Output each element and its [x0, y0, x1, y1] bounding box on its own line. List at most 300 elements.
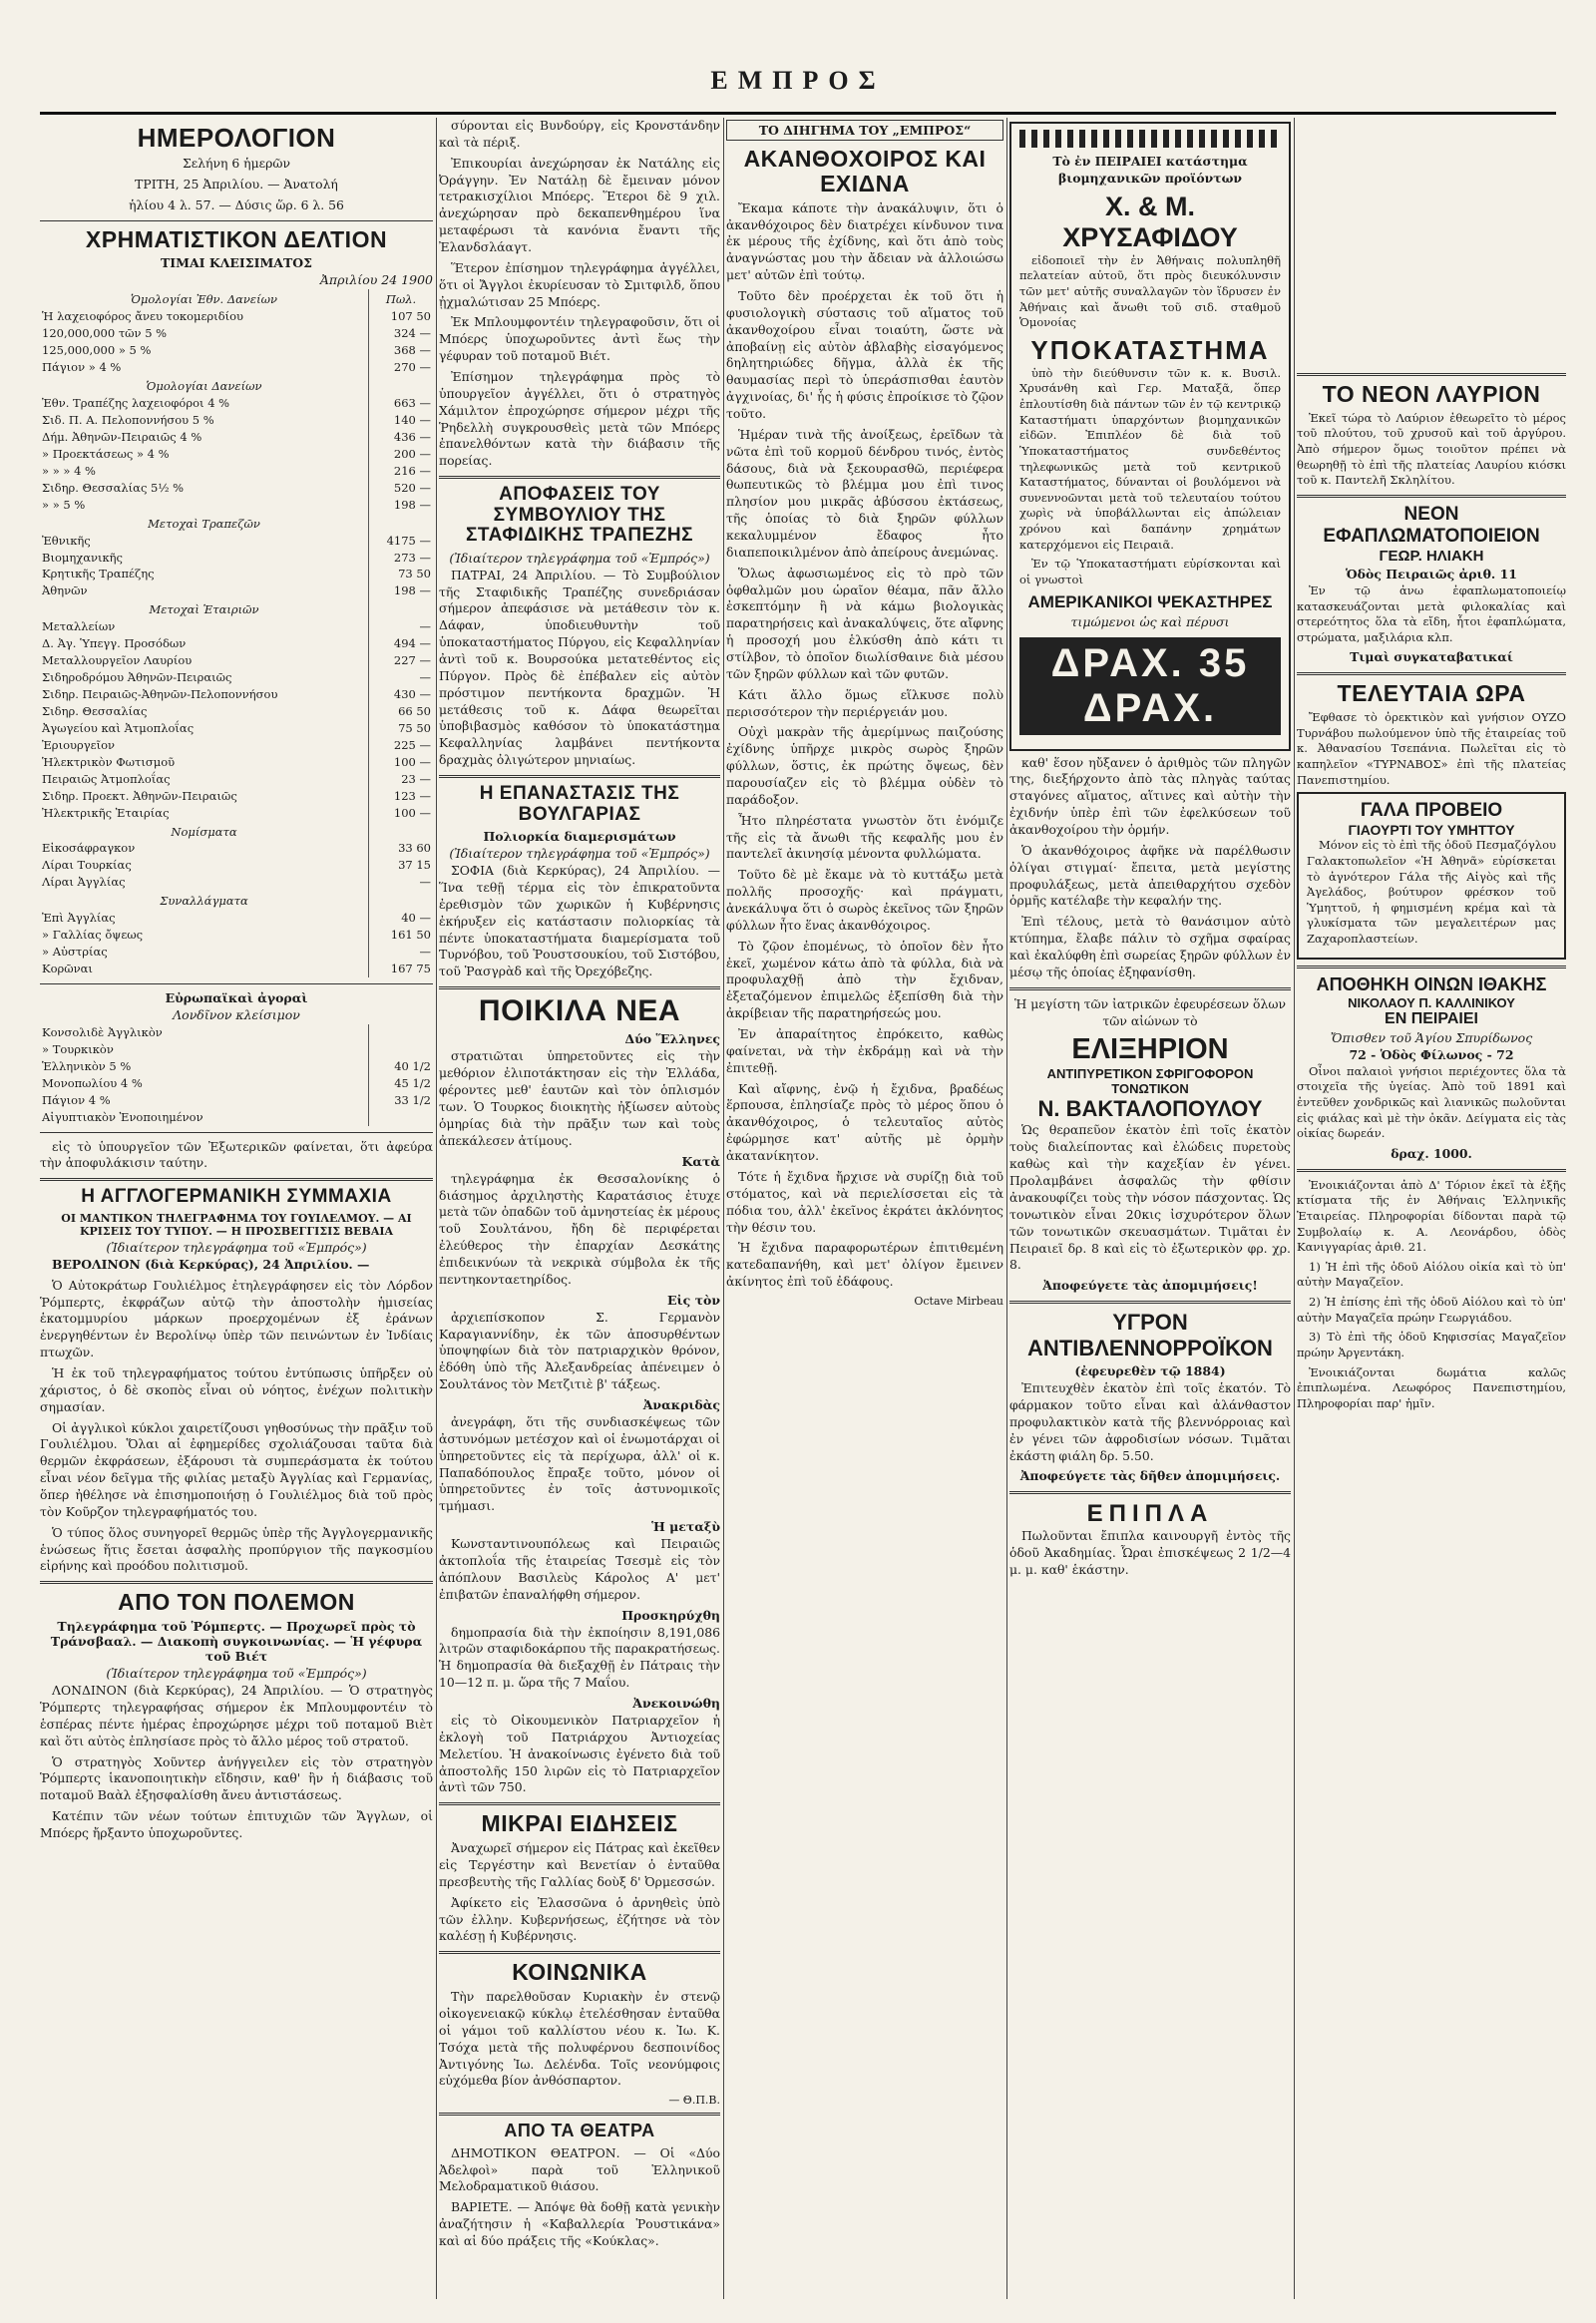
divider: [439, 2113, 720, 2116]
ad-continuation-space: [1297, 118, 1566, 367]
misc-item-text: ἀνεγράφη, ὅτι τῆς συνδιασκέψεως τῶν ἀστυνόμων μετέσχον καὶ οἱ ἐνωμοτάρχαι οἱ ὑπηρετοῦντες εἰς τὰ περίχωρα, ἀλλ' οἱ κ. Παπαδόπουλος ἔπραξε τοῦτο, μόνον οἱ ὑπηρετοῦντες ἐν τοῖς ἀστυνομικοῖς τμήμασι.: [439, 1413, 720, 1514]
misc-item-lead: Ἀνακριδὰς: [642, 1396, 720, 1412]
war-paragraph: ΛΟΝΔΙΝΟΝ (διὰ Κερκύρας), 24 Ἀπριλίου. — Ὁ στρατηγὸς Ῥόμπερτς τηλεγραφήσας σήμερον ἐκ Μπλουμφοντέιν τὸ ἑσπέρας πέντε ἡμέρας ἐπροχώρησε μέχρι τοῦ ποταμοῦ Βιὲτ καὶ ὅτι αὐτὸς ἐπλησίασε πρὸς τὸ ἄλλο μέρος τοῦ στρατοῦ.: [40, 1683, 433, 1748]
wine-location: Ὄπισθεν τοῦ Ἁγίου Σπυρίδωνος: [1330, 1029, 1533, 1045]
rent-paragraph: Ἐνοικιάζονται ἀπὸ Δ' Τόριον ἐκεῖ τὰ ἐξῆς κτίσματα τῆς ἐν Ἀθήναις Ἑλληνικῆς Ἑταιρείας. Πληροφορίαι δίδονται παρὰ τῷ Συμβολαίῳ κ. Α. Λεονάρδου, ὁδὸς Κανιγγαρίας ἀριθ. 21.: [1297, 1177, 1566, 1255]
revolution-body: ΣΟΦΙΑ (διὰ Κερκύρας), 24 Ἀπριλίου. — Ἵνα τεθῇ τέρμα εἰς τὸν ἐπικρατοῦντα ἐρεθισμὸν τῶν χωρικῶν ἡ Κυβέρνησις ἐκήρυξεν εἰς κατάστασιν πολιορκίας τὰ πέντε ὑποκαταστήματα διαμερίσματα τοῦ Τυρνόβου, τοῦ Ῥουστσουκίου, τοῦ Σιστόβου, τοῦ Ῥασγρὰδ καὶ τῆς Ὀρεχόβεζης.: [439, 863, 720, 979]
table-section-header: [40, 514, 433, 533]
ad-sprayers-sub: τιμώμενοι ὡς καὶ πέρυσι: [1070, 613, 1230, 629]
security-name: Μεταλλουργεῖον Λαυρίου: [42, 653, 193, 668]
finance-title: ΧΡΗΜΑΤΙΣΤΙΚΟΝ ΔΕΛΤΙΟΝ: [85, 225, 388, 252]
alliance-subhead: ΟΙ ΜΑΝΤΙΚΟΝ ΤΗΛΕΓΡΑΦΗΜΑ ΤΟΥ ΓΟΥΙΛΕΛΜΟΥ. — ΑΙ ΚΡΙΣΕΙΣ ΤΟΥ ΤΥΠΟΥ. — Η ΠΡΟΣΒΕΓΓΙΣΙΣ ΒΕΒΑΙΑ: [61, 1211, 412, 1238]
story-paragraph: Ὅλως ἀφωσιωμένος εἰς τὸ πρὸ τῶν ὀφθαλμῶν μου ὡραῖον θέαμα, πᾶν ἄλλο ἐσκεπτόμην ἢ νὰ κάμω βιολογικὰς παρατηρήσεις καὶ ἀνακαλύψεις, ὅτε αἴφνης ἡ προσοχή μου ἑλκύσθη ἀπὸ κάτι τι στίλβον, τὸ ὁποῖον διωλίσθαινε διὰ μέσου τῶν ξηρῶν φύλλων καὶ τῶν φυτῶν.: [726, 565, 1003, 681]
misc-item-lead: Προσκηρύχθη: [621, 1607, 720, 1623]
table-row: [40, 840, 433, 857]
wine-address: 72 - Ὁδὸς Φίλωνος - 72: [1349, 1046, 1514, 1062]
security-price: 225 —: [369, 737, 434, 754]
divider: [439, 1951, 720, 1954]
table-row: [40, 1024, 433, 1041]
table-row: [40, 686, 433, 703]
wine-text: Οἶνοι παλαιοὶ γνήσιοι περιέχοντες ὅλα τὰ στοιχεῖα τῆς ὑγείας. Ἀπὸ τοῦ 1891 καὶ ἐντεῦθεν χονδρικῶς καὶ λιανικῶς πωλοῦνται εἰς φιάλας καὶ μὲ τὴν ὀκᾶν. Δείγματα εἰς τὰς οἰκίας δωρεάν.: [1297, 1063, 1566, 1141]
misc-item-text: εἰς τὸ Οἰκουμενικὸν Πατριαρχεῖον ἡ ἐκλογὴ τοῦ Πατριάρχου Ἀντιοχείας Μελετίου. Ἡ ἀνακοίνωσις ἐγένετο διὰ τοῦ ἀποστολῆς 150 λιρῶν εἰς τὸ Πατριαρχεῖον ἀντὶ τῶν 750.: [439, 1712, 720, 1795]
story-paragraph: Τότε ἡ ἔχιδνα ἤρχισε νὰ συρίζῃ διὰ τοῦ στόματος, καὶ νὰ περιελίσσεται εἰς τὰ πόδια του, ἀλλ' ἐκεῖνος ἐκράτει ἀκλόνητος τὴν θέσιν του.: [726, 1168, 1003, 1235]
elixir-subtitle: ΑΝΤΙΠΥΡΕΤΙΚΟΝ ΣΦΡΙΓΟΦΟΡΟΝ ΤΟΝΩΤΙΚΟΝ: [1046, 1066, 1254, 1097]
column-2: [439, 118, 720, 2299]
liquid-year: (ἐφευρεθὲν τῷ 1884): [1074, 1363, 1226, 1379]
security-price: 123 —: [369, 788, 434, 805]
story-paragraph: Οὐχὶ μακρὰν τῆς ἀμερίμνως παιζούσης ἐχίδνης ὑπῆρχε μικρὸς σωρὸς ξηρῶν φύλλων, ὅστις, ἐκ πρώτης ὄψεως, δὲν παρουσίαζεν εἰς τὸ βλέμμα οὐδὲν τὸ παράδοξον.: [726, 724, 1003, 807]
section-value-label: Πωλ.: [369, 289, 434, 308]
security-name: Σιδηρ. Θεσσαλίας: [42, 703, 148, 718]
column-divider: [723, 118, 724, 2299]
table-row: [40, 737, 433, 754]
rent-paragraph: Ἐνοικιάζονται δωμάτια καλῶς ἐπιπλωμένα. Λεωφόρος Πανεπιστημίου, Πληροφορίαι παρ' ἡμῖν.: [1297, 1364, 1566, 1410]
rent-paragraph: 3) Τὸ ἐπὶ τῆς ὁδοῦ Κηφισσίας Μαγαζεῖον πρώην Ἀργεντάκη.: [1297, 1330, 1566, 1359]
misc-item-text: δημοπρασία διὰ τὴν ἐκποίησιν 8,191,086 λιτρῶν σταφιδοκάρπου τῆς παρακρατήσεως. Ἡ δημοπρασία θὰ διεξαχθῇ ἐν Πάτραις τὴν 10—12 π. μ. ὥρα τῆς 7 Μαΐου.: [439, 1624, 720, 1691]
elixir-intro: Ἡ μεγίστη τῶν ἰατρικῶν ἐφευρέσεων ὅλων τῶν αἰώνων τὸ: [1014, 995, 1286, 1028]
social-signature: — Θ.Π.Β.: [668, 2094, 720, 2108]
story-paragraph: Καὶ αἴφνης, ἐνῷ ἡ ἔχιδνα, βραδέως ἕρπουσα, ἐπλησίαζε πρὸς τὸ μέρος ὅπου ὁ ἀκανθόχοιρος, ὁ τελευταῖος αὐτὸς ἐφώρμησε κατ' αὐτῆς μὲ ὀρμὴν ἀκατανίκητον.: [726, 1080, 1003, 1164]
table-row: [40, 857, 433, 874]
security-price: 198 —: [369, 497, 434, 514]
security-name: Σιδηρ. Θεσσαλίας 5½ %: [42, 480, 185, 495]
table-row: [40, 669, 433, 686]
security-name: Σιδηροδρόμου Ἀθηνῶν-Πειραιῶς: [42, 670, 232, 685]
security-price: 33 1/2: [369, 1092, 434, 1109]
security-name: Κρητικῆς Τραπέζης: [42, 567, 155, 581]
misc-item-lead: Εἰς τὸν: [667, 1292, 720, 1308]
security-name: Ἐθν. Τραπέζης λαχειοφόροι 4 %: [42, 396, 230, 411]
war-headline: ΑΠΟ ΤΟΝ ΠΟΛΕΜΟΝ: [118, 1589, 355, 1616]
furniture-text: Πωλοῦνται ἔπιπλα καινουργῆ ἐντὸς τῆς ὁδοῦ Ἀκαδημίας. Ὧραι ἐπισκέψεως 2 1/2—4 μ. μ. καθ' ἑκάστην.: [1009, 1528, 1291, 1577]
divider: [1009, 1301, 1291, 1304]
misc-item-text: ἀρχιεπίσκοπον Σ. Γερμανὸν Καραγιαννίδην, ἐκ τῶν ἀποσυρθέντων ὑποψηφίων διὰ τὸν πατριαρχικὸν θρόνον, ἐδόθη ὑπὸ τῆς Ἀλεξανδρείας ἀπένειμεν ὁ Σουλτάνος τὸν Μετζιτιὲ β' τάξεως.: [439, 1309, 720, 1392]
security-price: 23 —: [369, 771, 434, 788]
story-paragraph: Κάτι ἄλλο ὅμως εἵλκυσε πολὺ περισσότερον τὴν περιέργειάν μου.: [726, 686, 1003, 719]
section-value-label: [369, 376, 434, 395]
quilt-address: Ὁδὸς Πειραιῶς ἀριθ. 11: [1345, 566, 1518, 581]
divider: [40, 983, 433, 984]
theatre-paragraph: ΔΗΜΟΤΙΚΟΝ ΘΕΑΤΡΟΝ. — Οἱ «Δύο Ἀδελφοὶ» παρὰ τοῦ Ἑλληνικοῦ Μελοδραματικοῦ θιάσου.: [439, 2144, 720, 2194]
table-row: [40, 618, 433, 635]
wine-owner: ΝΙΚΟΛΑΟΥ Π. ΚΑΛΛΙΝΙΚΟΥ: [1348, 994, 1515, 1010]
table-row: [40, 446, 433, 463]
divider: [40, 220, 433, 221]
europe-title: Εὐρωπαϊκαὶ ἀγοραὶ: [165, 989, 308, 1005]
security-name: Ἀθηνῶν: [42, 583, 88, 598]
column-divider: [1006, 118, 1007, 2299]
security-price: 494 —: [369, 635, 434, 652]
table-row: [40, 652, 433, 669]
security-name: Σιδ. Π. Α. Πελοποννήσου 5 %: [42, 413, 214, 428]
table-row: [40, 788, 433, 805]
security-name: Μεταλλείων: [42, 619, 116, 634]
elixir-text: Ὡς θεραπεῦον ἑκατὸν ἐπὶ τοῖς ἑκατὸν τοὺς διαλείποντας καὶ ἐλώδεις πυρετοὺς καθὼς καὶ τὴν καχεξίαν ἐν γένει. Προλαμβάνει ἀσφαλῶς τὴν φθίσιν ἀνακουφίζει τοὺς τὴν νόσον πάσχοντας. Ὡς τονωτικὸν εἶναι 20κις ἰσχυρότερον ὅλων τῶν τονωτικῶν σκευασμάτων. Τιμᾶται ἐν Πειραιεῖ δρ. 8 καὶ εἰς τὸ ἐξωτερικὸν φρ. χρ. 8.: [1009, 1122, 1291, 1273]
table-row: [40, 874, 433, 891]
security-price: [369, 1109, 434, 1126]
ad-branch-tail: Ἐν τῷ Ὑποκαταστήματι εὑρίσκονται καὶ οἱ γνωστοὶ: [1019, 557, 1281, 586]
europe-table: [40, 1024, 433, 1126]
story-headline: ΑΚΑΝΘΟΧΟΙΡΟΣ ΚΑΙ ΕΧΙΔΝΑ: [743, 146, 987, 196]
table-row: [40, 944, 433, 961]
security-price: 100 —: [369, 805, 434, 822]
bank-headline: ΑΠΟΦΑΣΕΙΣ ΤΟΥ ΣΥΜΒΟΥΛΙΟΥ ΤΗΣ ΣΤΑΦΙΔΙΚΗΣ ΤΡΑΠΕΖΗΣ: [466, 484, 693, 547]
security-name: Πειραιῶς Ἀτμοπλοΐας: [42, 771, 171, 786]
table-row: [40, 1109, 433, 1126]
brief-news-paragraph: Ἀναχωρεῖ σήμερον εἰς Πάτρας καὶ ἐκεῖθεν εἰς Τεργέστην καὶ Βενετίαν ὁ ἐνταῦθα πρεσβευτὴς τῆς Γαλλίας δοὺξ δ' Ὀρμεσσών.: [439, 1840, 720, 1889]
alliance-headline: Η ΑΓΓΛΟΓΕΡΜΑΝΙΚΗ ΣΥΜΜΑΧΙΑ: [81, 1186, 392, 1208]
section-label: Συναλλάγματα: [160, 894, 248, 909]
security-name: Ἐριουργεῖον: [42, 737, 116, 752]
column-5: [1297, 118, 1566, 2299]
column-4: [1009, 118, 1291, 2299]
security-name: » » 5 %: [42, 497, 86, 512]
security-price: 324 —: [369, 325, 434, 342]
security-price: 520 —: [369, 480, 434, 497]
security-name: Κορῶναι: [42, 962, 93, 976]
milk-text: Μόνον εἰς τὸ ἐπὶ τῆς ὁδοῦ Πεσμαζόγλου Γαλακτοπωλεῖον «Ἡ Ἀθηνᾶ» εὑρίσκεται τὸ ἀγνότερον Γάλα τῆς Αἰγὸς καὶ τῆς Ἀγελάδος, βούτυρον φρέσκον τοῦ Ὑμηττοῦ, ἡ φημισμένη κρέμα καὶ τὰ γλυκίσματα τῶν μεγαλειτέρων μας Ζαχαροπλαστείων.: [1307, 838, 1556, 947]
liquid-warning: Ἀποφεύγετε τὰς δῆθεν ἀπομιμήσεις.: [1019, 1468, 1281, 1484]
security-price: 66 50: [369, 703, 434, 720]
story-paragraph: Ὁ ἀκανθόχοιρος ἀφῆκε νὰ παρέλθωσιν ὀλίγαι στιγμαί· ἔπειτα, μετὰ μεγίστης προφυλάξεως, μετὰ ἀπειθαρχήτου σχεδὸν ὁρμῆς κατέλαβε τὴν κεφαλήν της.: [1009, 842, 1291, 909]
newspaper-name: ΕΜΠΡΟΣ: [710, 66, 886, 95]
news-paragraph: Ἐκ Μπλουμφοντέιν τηλεγραφοῦσιν, ὅτι οἱ Μπόερς ὑποχωροῦντες ἀντὶ ἕως τὴν γέφυραν τοῦ ποταμοῦ Βιέτ.: [439, 314, 720, 364]
table-row: [40, 910, 433, 927]
divider: [1297, 1169, 1566, 1172]
alliance-paragraph: Ἡ ἐκ τοῦ τηλεγραφήματος τούτου ἐντύπωσις ὑπῆρξεν οὐ χάριστος, ὁ δὲ σκοπὸς εἶναι οὐ νόητος, ἐνέχων πολιτικὴν σημασίαν.: [40, 1365, 433, 1414]
war-paragraph: Ὁ στρατηγὸς Χοῦντερ ἀνήγγειλεν εἰς τὸν στρατηγὸν Ῥόμπερτς ἱκανοποιητικὴν εἴδησιν, καθ' ἣν ἡ διάβασις τοῦ ποταμοῦ Βαὰλ ἐξησφαλίσθη ἄνευ ἀντιστάσεως.: [40, 1753, 433, 1803]
divider: [40, 1178, 433, 1181]
milk-subtitle: ΓΙΑΟΥΡΤΙ ΤΟΥ ΥΜΗΤΤΟΥ: [1348, 822, 1515, 839]
misc-item-lead: Κατὰ: [681, 1153, 720, 1169]
divider: [40, 1581, 433, 1584]
divider: [1297, 672, 1566, 675]
wine-title: ΑΠΟΘΗΚΗ ΟΙΝΩΝ ΙΘΑΚΗΣ: [1316, 973, 1547, 994]
divider: [1297, 495, 1566, 498]
table-row: [40, 533, 433, 550]
brief-news-headline: ΜΙΚΡΑΙ ΕΙΔΗΣΕΙΣ: [481, 1810, 678, 1837]
security-name: Μονοπωλίου 4 %: [42, 1075, 143, 1090]
divider: [40, 1132, 433, 1133]
security-price: [369, 1041, 434, 1058]
security-name: 120,000,000 τῶν 5 %: [42, 326, 168, 341]
section-label: Μετοχαὶ Ἑταιριῶν: [149, 602, 259, 617]
story-paragraph: καθ' ἕσον ηὔξανεν ὁ ἀριθμὸς τῶν πληγῶν της, διεξήρχοντο ἀπὸ τὰς πληγὰς ταύτας σταγόνες αἵματος, αἵτινες καὶ αὐτὴν τὴν ἐχιδνήν ὑπὲρ ἐπὶ τῶν ἐφελκύσεων τοῦ ἀκανθοχοίρου τὴν ὁρμήν.: [1009, 754, 1291, 838]
wine-city: ΕΝ ΠΕΙΡΑΙΕΙ: [1385, 1009, 1478, 1027]
security-name: Πάγιον 4 %: [42, 1092, 111, 1107]
security-name: Δήμ. Ἀθηνῶν-Πειραιῶς 4 %: [42, 429, 202, 444]
table-row: [40, 927, 433, 944]
security-name: » Γαλλίας ὄψεως: [42, 928, 144, 943]
bank-body: ΠΑΤΡΑΙ, 24 Ἀπριλίου. — Τὸ Συμβούλιον τῆς Σταφιδικῆς Τραπέζης συνεδριάσαν σήμερον ἀπεφάσισε νὰ μετάθεσιν τὸν κ. Δάφαν, ὑποδιευθυντὴν τοῦ ὑποκαταστήματος Πύργου, εἰς Κεφαλληνίαν ἀντὶ τοῦ κ. Βουρσούκα μετατεθέντος εἰς Πύργον. Πρὸς δὲ ἐπέβαλεν εἰς αὐτὸν πρόστιμον πεντήκοντα δραχμῶν. Ἡ μετάθεσις τοῦ κ. Δάφα θεωρεῖται ὑποβιβασμὸς καθόσον τὸ ὑποκατάστημα Κεφαλληνίας λαμβάνει πεντήκοντα δραχμὰς ὀλιγώτερον μηνιαίως.: [439, 567, 720, 768]
security-name: Ἡ λαχειοφόρος ἄνευ τοκομεριδίου: [42, 309, 244, 324]
theatre-body: [439, 2145, 720, 2250]
table-row: [40, 550, 433, 567]
security-name: Λίραι Τουρκίας: [42, 858, 132, 873]
security-price: 368 —: [369, 342, 434, 359]
divider: [1297, 373, 1566, 376]
masthead-rule: [40, 112, 1556, 115]
finance-subtitle: ΤΙΜΑΙ ΚΛΕΙΣΙΜΑΤΟΣ: [160, 255, 313, 271]
divider: [439, 986, 720, 989]
security-price: 436 —: [369, 429, 434, 446]
revolution-subhead: Πολιορκία διαμερισμάτων: [483, 829, 676, 845]
table-row: [40, 805, 433, 822]
table-row: [40, 308, 433, 325]
table-row: [40, 720, 433, 737]
column-3: [726, 118, 1003, 2299]
table-row: [40, 429, 433, 446]
column-divider: [1294, 118, 1295, 2299]
security-name: Ἐπὶ Ἀγγλίας: [42, 911, 116, 926]
misc-item-lead: Ἡ μεταξὺ: [651, 1519, 720, 1535]
security-name: Ἐθνικῆς: [42, 533, 91, 548]
ad-sprayers: ΑΜΕΡΙΚΑΝΙΚΟΙ ΨΕΚΑΣΤΗΡΕΣ: [1027, 591, 1273, 611]
section-value-label: [369, 599, 434, 618]
revolution-headline: Η ΕΠΑΝΑΣΤΑΣΙΣ ΤΗΣ ΒΟΥΛΓΑΡΙΑΣ: [479, 783, 680, 825]
security-name: Ἑλληνικὸν 5 %: [42, 1058, 132, 1073]
security-name: Βιομηχανικῆς: [42, 550, 123, 565]
misc-headline: ΠΟΙΚΙΛΑ ΝΕΑ: [478, 994, 681, 1028]
war-source: (Ἰδιαίτερον τηλεγράφημα τοῦ «Ἐμπρός»): [106, 1666, 367, 1682]
market-table: [40, 289, 433, 977]
ad-border-pattern: [1019, 130, 1281, 148]
security-price: 45 1/2: [369, 1075, 434, 1092]
security-price: 198 —: [369, 582, 434, 599]
table-row: [40, 1075, 433, 1092]
security-name: Ἀγωγείου καὶ Ἀτμοπλοΐας: [42, 720, 195, 735]
misc-item-lead: Δύο Ἕλληνες: [624, 1031, 720, 1047]
table-row: [40, 342, 433, 359]
misc-item-text: τηλεγράφημα ἐκ Θεσσαλονίκης ὁ διάσημος ἀρχιληστὴς Καρατάσιος ἐτυχε μετὰ τῶν ὀπαδῶν τοῦ ἀμνηστείας ἐκ μέρους τοῦ Σουλτάνου, ἤδη δὲ περιφέρεται ἐλεύθερος τὴν ἐπαρχίαν Δεσκάτης ἐπιδεικνύων τὰ νεκρικὰ σύμβολα ἐκ τῆς πεντηκονταετηρίδος.: [439, 1170, 720, 1287]
misc-item-text: στρατιῶται ὑπηρετοῦντες εἰς τὴν μεθόριον ἐλιποτάκτησαν εἰς τὴν Ἑλλάδα, φέροντες μεθ' ἑαυτῶν καὶ τὸν ὁπλισμόν των. Ὁ Τουρκος διοικητὴς ἠξίωσεν αὐτοὺς ὁμηρίας διὰ τὴν πρᾶξιν των καὶ τοὺς ἀπεκάλεσεν ἀτίμους.: [439, 1048, 720, 1148]
security-name: Εἰκοσάφραγκον: [42, 841, 136, 856]
story-paragraph: Ἐπὶ τέλους, μετὰ τὸ θανάσιμον αὐτὸ κτύπημα, ἔλαβε πάλιν τὸ σχῆμα σφαίρας καὶ ἐκαλύφθη ἐπὶ σωρείας ξηρῶν φύλλων ἐν μέσῳ τῆς ὁποίας ἐξηφανίσθη.: [1009, 914, 1291, 979]
security-price: 73 50: [369, 566, 434, 582]
quilt-price: Τιμαὶ συγκαταβατικαί: [1350, 649, 1513, 665]
elixir-maker: Ν. ΒΑΚΤΑΛΟΠΟΥΛΟΥ: [1037, 1096, 1263, 1122]
milk-title: ΓΑΛΑ ΠΡΟΒΕΙΟ: [1360, 800, 1503, 822]
alliance-paragraph: Ὁ τύπος ὅλος συνηγορεῖ θερμῶς ὑπὲρ τῆς Ἀγγλογερμανικῆς ἑνώσεως ἥτις ἔσεται ἀσφαλὴς προπύργιον τῆς παγκοσμίου εἰρήνης καὶ προόδου πολιτισμοῦ.: [40, 1524, 433, 1574]
liquid-text: Ἐπιτευχθὲν ἑκατὸν ἐπὶ τοῖς ἑκατόν. Τὸ φάρμακον τοῦτο εἶναι καὶ ἀλάνθαστον προφυλακτικὸν κατὰ τῆς βλεννόρροιας καὶ ἐν γένει τῶν ἀφροδισίων νόσων. Τιμᾶται ἐκάστη φιάλη δρ. 5.50.: [1009, 1380, 1291, 1463]
security-price: 100 —: [369, 754, 434, 771]
security-name: Αἰγυπτιακὸν Ἐνοποιημένον: [42, 1109, 203, 1124]
security-price: 216 —: [369, 463, 434, 480]
story-paragraph: Ἔκαμα κάποτε τὴν ἀνακάλυψιν, ὅτι ὁ ἀκανθόχοιρος δὲν διατρέχει κίνδυνον τινα ἐκ μέρους τῆς ἐχίδνης, καὶ ὅτι ἀπὸ τοὺς ἀναγνώστας μου τὴν ἄδειαν νὰ ἀλλοιώσω μετ' αὐτῶν ἐπὶ τούτῳ.: [726, 199, 1003, 283]
security-price: [369, 1024, 434, 1041]
story-paragraph: Τοῦτο δὲ μὲ ἔκαμε νὰ τὸ κυττάξω μετὰ πολλῆς προσοχῆς· καὶ πράγματι, ἀνεκάλυψα ὅτι ὁ σωρὸς ἐκεῖνος τῶν ξηρῶν φύλλων ἦτο ἕνας ἀκανθόχοιρος.: [726, 867, 1003, 933]
liquid-title: ΥΓΡΟΝ ΑΝΤΙΒΛΕΝΝΟΡΡΟΪΚΟΝ: [1027, 1310, 1273, 1361]
table-section-header: [40, 289, 433, 308]
table-row: [40, 961, 433, 977]
table-row: [40, 771, 433, 788]
masthead: [0, 0, 1596, 118]
almanac-line: Σελήνη 6 ἡμερῶν: [183, 156, 290, 172]
theatre-paragraph: ΒΑΡΙΕΤΕ. — Ἀπόψε θὰ δοθῇ κατὰ γενικὴν ἀναζήτησιν ἡ «Καβαλλερία Ῥουστικάνα» καὶ αἱ δύο πράξεις τῆς «Κούκλας».: [439, 2199, 720, 2248]
rent-paragraph: 1) Ἡ ἐπὶ τῆς ὁδοῦ Αἰόλου οἰκία καὶ τὸ ὑπ' αὐτὴν Μαγαζεῖον.: [1297, 1259, 1566, 1290]
rent-notices: [1297, 1178, 1566, 1412]
alliance-paragraph: Οἱ ἀγγλικοὶ κύκλοι χαιρετίζουσι γηθοσύνως τὴν πρᾶξιν τοῦ Γουλιέλμου. Ὅλαι αἱ ἐφημερίδες σχολιάζουσαι ταῦτα διὰ θερμῶν ἐκφράσεων, ἐξάρουσι τὰ συμπεράσματα ἐκ τούτου εἶναι νέον δεῖγμα τῆς φιλίας μεταξὺ Ἀγγλίας καὶ Γερμανίας, ὅπερ ἠθέλησε νὰ ἐπισημοποιήσῃ ὁ Γουλιέλμος διὰ τοῦ πρὸς τὸν Κοῦρζον τηλεγραφήματός του.: [40, 1419, 433, 1519]
article-tail: εἰς τὸ ὑπουργεῖον τῶν Ἐξωτερικῶν φαίνεται, ὅτι ἀφεύρα τὴν ἀποφυλάκισιν ταύτην.: [40, 1138, 433, 1171]
table-row: [40, 703, 433, 720]
security-price: 40 —: [369, 910, 434, 927]
finance-date: Ἀπριλίου 24 1900: [319, 272, 433, 288]
section-label: Μετοχαὶ Τραπεζῶν: [148, 516, 260, 531]
security-name: » Προεκτάσεως » 4 %: [42, 446, 170, 461]
elixir-warning: Ἀποφεύγετε τὰς ἀπομιμήσεις!: [1042, 1278, 1258, 1294]
section-label: Ὁμολογίαι Ἐθν. Δανείων: [131, 292, 277, 307]
table-section-header: [40, 376, 433, 395]
table-section-header: [40, 891, 433, 910]
column-divider: [436, 118, 437, 2299]
table-section-header: [40, 599, 433, 618]
table-row: [40, 1058, 433, 1075]
security-name: » » » 4 %: [42, 463, 96, 478]
security-price: —: [369, 944, 434, 961]
security-price: 227 —: [369, 652, 434, 669]
security-name: » Τουρκικὸν: [42, 1041, 114, 1056]
ad-price-banner: ΔΡΑΧ. 35 ΔΡΑΧ.: [1019, 637, 1281, 735]
security-name: Πάγιον » 4 %: [42, 360, 122, 375]
alliance-dateline: ΒΕΡΟΛΙΝΟΝ (διὰ Κερκύρας), 24 Ἀπριλίου. —: [52, 1256, 370, 1272]
table-row: [40, 463, 433, 480]
security-name: Ἡλεκτρικὸν Φωτισμοῦ: [42, 754, 176, 769]
misc-item-lead: Ἀνεκοινώθη: [632, 1695, 720, 1711]
war-paragraph: Κατέπιν τῶν νέων τούτων ἐπιτυχιῶν τῶν Ἄγγλων, οἱ Μπόερς ἤρξαντο ὑποχωροῦντες.: [40, 1808, 433, 1841]
table-row: [40, 359, 433, 376]
elixir-title: ΕΛΙΞΗΡΙΟΝ: [1071, 1033, 1229, 1066]
ad-branch-text: ὑπὸ τὴν διεύθυνσιν τῶν κ. κ. Βυσιλ. Χρυσάνθη καὶ Γερ. Ματαξᾶ, ὅπερ ἐπλουτίσθη διὰ πάντων τῶν ἐν τῷ κεντρικῷ Καταστήματι ὑπαρχόντων βιομηχανικῶν εἰδῶν. Ἐπιπλέον δὲ διὰ τοῦ Ὑποκαταστήματος συνδεθέντος τηλεφωνικῶς μετὰ τοῦ κεντρικοῦ Καταστήματος, δύνανται οἱ βουλόμενοι νὰ συνεννοῶνται μετὰ τοῦ τελευταίου τούτου χωρὶς νὰ ὑποβάλλωνται εἰς ἀπώλειαν χρόνου καὶ δαπάνην χρημάτων κατερχόμενοι εἰς Πειραιᾶ.: [1019, 365, 1281, 552]
security-price: 107 50: [369, 308, 434, 325]
almanac-line: ἡλίου 4 λ. 57. — Δύσις ὥρ. 6 λ. 56: [129, 196, 344, 212]
almanac-title: ΗΜΕΡΟΛΟΓΙΟΝ: [137, 123, 336, 153]
section-value-label: [369, 891, 434, 910]
table-row: [40, 582, 433, 599]
table-row: [40, 754, 433, 771]
table-section-header: [40, 822, 433, 841]
story-tag: ΤΟ ΔΙΗΓΗΜΑ ΤΟΥ „ΕΜΠΡΟΣ“: [726, 120, 1003, 141]
ad-text: εἰδοποιεῖ τὴν ἐν Ἀθήναις πολυπληθῆ πελατείαν αὐτοῦ, ὅτι πρὸς διευκόλυνσιν τῶν μετ' αὐτῆς συναλλαγῶν τὸν ἵδρυσεν ἐν Ἀθήναις καὶ ἄνωθι τοῦ σιδ. σταθμοῦ Ὁμονοίας: [1019, 252, 1281, 330]
section-value-label: [369, 822, 434, 841]
alliance-paragraph: Ὁ Αὐτοκράτωρ Γουλιέλμος ἐτηλεγράφησεν εἰς τὸν Λόρδον Ῥόμπερτς, ἐκφράζων αὐτῷ τὴν ἀποστολὴν ἡμισείας ἑκατομμυρίου μάρκων προερχομένων ἐξ ἐράνων ἐνεργηθέντων ἐν Βερολίνῳ ὑπὲρ τῶν πεινώντων ἐν Ἰνδίαις πτωχῶν.: [40, 1277, 433, 1360]
security-price: —: [369, 874, 434, 891]
war-subhead: Τηλεγράφημα τοῦ Ῥόμπερτς. — Προχωρεῖ πρὸς τὸ Τράνσβααλ. — Διακοπὴ συγκοινωνίας. — Ἡ γέφυρα τοῦ Βιέτ: [50, 1619, 423, 1665]
security-price: 75 50: [369, 720, 434, 737]
story-paragraph: Ἐν ἀπαραίτητος ἐπρόκειτο, καθὼς φαίνεται, νὰ τὴν ἐκδράμῃ καὶ νὰ τὴν ἐπιτεθῇ.: [726, 1026, 1003, 1075]
story-continuation: [1009, 755, 1291, 981]
security-price: 430 —: [369, 686, 434, 703]
story-paragraph: Ἡμέραν τινὰ τῆς ἀνοίξεως, ἐρεῖδων τὰ νῶτα ἐπὶ τοῦ κορμοῦ δένδρου τινός, ἐντὸς δάσους, διὰ νὰ ξεκουρασθῶ, περιέφερα θωπευτικῶς τὸ βλέμμα μου ἐπὶ τινος πλησίον μου μικρᾶς ἀβύσσου ἐκτάσεως, τῆς ὁποίας τὸ διὰ ξηρῶν φύλλων κεκαλυμμένον ἔδαφος ἦτο διαπεποικιλμένον ἀπὸ ἀπείρους ἀνεμώνας.: [726, 426, 1003, 560]
security-name: Λίραι Ἀγγλίας: [42, 875, 126, 890]
table-row: [40, 325, 433, 342]
security-price: 4175 —: [369, 533, 434, 550]
security-price: 273 —: [369, 550, 434, 567]
alliance-body: [40, 1278, 433, 1576]
last-hour-headline: ΤΕΛΕΥΤΑΙΑ ΩΡΑ: [1337, 680, 1526, 707]
news-paragraph: Ἕτερον ἐπίσημον τηλεγράφημα ἀγγέλλει, ὅτι οἱ Ἄγγλοι ἐκυρίευσαν τὸ Σμιτφιλδ, ὅπου ᾐχμαλώτισαν 25 Μπόερς.: [439, 259, 720, 309]
social-headline: ΚΟΙΝΩΝΙΚΑ: [512, 1959, 647, 1986]
security-name: Σιδηρ. Πειραιῶς-Ἀθηνῶν-Πελοποννήσου: [42, 687, 278, 702]
social-body: Τὴν παρελθοῦσαν Κυριακὴν ἐν στενῷ οἰκογενειακῷ κύκλῳ ἐτελέσθησαν ἐνταῦθα οἱ γάμοι τοῦ καλλίστου νέου κ. Ἰω. Κ. Τσόχα μετὰ τῆς πολυφέρνου δεσποινίδος Ἀντιγόνης Ἰω. Δελένδα. Τοῖς νεονύμφοις εὐχόμεθα βίον ἀνθόσπαρτον.: [439, 1989, 720, 2089]
divider: [439, 476, 720, 479]
rent-paragraph: 2) Ἡ ἐπίσης ἐπὶ τῆς ὁδοῦ Αἰόλου καὶ τὸ ὑπ' αὐτὴν Μαγαζεῖα πρώην Γεωργιάδου.: [1297, 1295, 1566, 1325]
security-price: 33 60: [369, 840, 434, 857]
security-price: 161 50: [369, 927, 434, 944]
lavrion-text: Ἐκεῖ τώρα τὸ Λαύριον ἐθεωρεῖτο τὸ μέρος τοῦ πλούτου, τοῦ χρυσοῦ καὶ τοῦ ἀργύρου. Ἀπὸ σήμερον ὅμως τοιοῦτον πρέπει νὰ θεωρηθῇ τὸ ἐπὶ τῆς πλατείας Λαυρίου κιόσκι τοῦ κ. Παντελῆ Σκληλίτου.: [1297, 410, 1566, 488]
wine-price: δραχ. 1000.: [1391, 1145, 1472, 1161]
war-body: [40, 1683, 433, 1842]
alliance-source: (Ἰδιαίτερον τηλεγράφημα τοῦ «Ἐμπρός»): [106, 1239, 367, 1255]
divider: [439, 775, 720, 778]
news-paragraph: σύρονται εἰς Βυνδούργ, εἰς Κρονστάνδην καὶ τὰ πέριξ.: [439, 118, 720, 150]
quilt-title: ΝΕΟΝ ΕΦΑΠΛΩΜΑΤΟΠΟΙΕΙΟΝ: [1323, 503, 1540, 547]
security-name: Σιδηρ. Προεκτ. Ἀθηνῶν-Πειραιῶς: [42, 788, 237, 803]
chrysafidou-ad: [1009, 122, 1291, 751]
misc-news-list: [439, 1031, 720, 1796]
security-price: 270 —: [369, 359, 434, 376]
europe-subtitle: Λονδῖνον κλείσιμον: [173, 1006, 300, 1022]
table-row: [40, 566, 433, 582]
security-name: » Αὐστρίας: [42, 945, 108, 960]
security-price: 200 —: [369, 446, 434, 463]
story-author: Octave Mirbeau: [914, 1294, 1003, 1308]
ad-intro: Τὸ ἐν ΠΕΙΡΑΙΕΙ κατάστημα βιομηχανικῶν προϊόντων: [1052, 154, 1248, 186]
security-price: 663 —: [369, 395, 434, 412]
last-hour-text: Ἔφθασε τὸ ὀρεκτικὸν καὶ γνήσιον ΟΥΖΟ Τυρνάβου πωλούμενον ὑπὸ τῆς ἐταιρείας τοῦ κ. Ἀθανασίου Τσεπάνια. Πωλεῖται εἰς τὸ καπηλεῖον «ΤΥΡΝΑΒΟΣ» ἐπὶ τῆς πλατείας Πανεπιστημίου.: [1297, 710, 1566, 787]
divider: [439, 1802, 720, 1805]
security-price: 167 75: [369, 961, 434, 977]
security-price: —: [369, 669, 434, 686]
table-row: [40, 1041, 433, 1058]
almanac-lines: [40, 156, 433, 214]
ad-branch: ΥΠΟΚΑΤΑΣΤΗΜΑ: [1030, 334, 1270, 365]
theatre-headline: ΑΠΟ ΤΑ ΘΕΑΤΡΑ: [504, 2121, 655, 2141]
column-1: [40, 118, 433, 2299]
almanac-line: ΤΡΙΤΗ, 25 Ἀπριλίου. — Ἀνατολή: [135, 176, 338, 192]
quilt-text: Ἐν τῷ ἀνω ἐφαπλωματοποιείῳ κατασκευάζονται μετὰ φιλοκαλίας καὶ στερεότητος ὅλα τὰ εἴδη, ἦτοι ἐφαπλώματα, στρώματα, μαξιλάρια κλπ.: [1297, 582, 1566, 644]
table-row: [40, 635, 433, 652]
misc-item-text: Κωνσταντινουπόλεως καὶ Πειραιῶς ἀκτοπλοΐα τῆς ἑταιρείας Τσεσμὲ εἰς τὸν ἀπόπλουν Βασιλεὺς Κάρολος Α' μετ' ἐπιβατῶν ἐπαναλήφθη σήμερον.: [439, 1536, 720, 1602]
table-row: [40, 497, 433, 514]
security-name: Δ. Ἀγ. Ὑπεγγ. Προσόδων: [42, 636, 187, 651]
security-price: —: [369, 618, 434, 635]
section-label: Ὁμολογίαι Δανείων: [146, 379, 262, 394]
brief-news-paragraph: Ἀφίκετο εἰς Ἐλασσῶνα ὁ ἀρνηθεὶς ὑπὸ τῶν ἐλλην. Κυβερνήσεως, ἐζήτησε νὰ τὸν καλέσῃ ἡ Κυβέρνησις.: [439, 1894, 720, 1944]
milk-ad: [1297, 792, 1566, 959]
table-row: [40, 1092, 433, 1109]
news-paragraph: Ἐπικουρίαι ἀνεχώρησαν ἐκ Νατάλης εἰς Ὀράγγην. Ἐν Νατάλῃ δὲ ἔμειναν μόνον τετρακισχίλιοι Μπόερς. Ἕτεροι δὲ 9 χιλ. ἀνεχώρησαν πρὸ δεκαπενθημέρου ἵνα μεταφέρωσι τὰ κανόνια ἔναντι τῆς Ἐλανδσλάαγτ.: [439, 155, 720, 255]
security-price: 140 —: [369, 412, 434, 429]
story-paragraph: Τοῦτο δὲν προέρχεται ἐκ τοῦ ὅτι ἡ φυσιολογικὴ σύστασις τοῦ αἵματος τοῦ ἀκανθοχοίρου εἶναι τοιαύτη, ὥστε νὰ ἀποβαίνῃ εἰς αὐτὸν ἀβλαβὴς εἰσαγόμενος δηλητηριώδες δῆγμα, ἀλλὰ ἐκ τῆς θαυμασίας περὶ τὸ ὑπεράσπισθαι ἑαυτὸν ἀγχινοίας, δι' ἧς ἡ φύσις ἐπροίκισε τὸ ζῷον τοῦτο.: [726, 287, 1003, 421]
story-paragraph: Τὸ ζῷον ἐπομένως, τὸ ὁποῖον δὲν ἦτο ἐκεῖ, χωμένον κάτω ἀπὸ τὰ φύλλα, διὰ νὰ προφυλαχθῇ ἀπὸ τὴν ἔχιδναν, ἐξεταζόμενον ἐπιμελῶς ἐξεπίσθη διὰ τὴν ἀκρίβειαν τῆς παρατηρήσεώς μου.: [726, 938, 1003, 1021]
bank-source: (Ἰδιαίτερον τηλεγράφημα τοῦ «Ἐμπρός»): [449, 550, 710, 566]
brief-news-body: [439, 1840, 720, 1945]
section-label: Νομίσματα: [171, 824, 237, 839]
divider: [1009, 1491, 1291, 1494]
furniture-title: ΕΠΙΠΛΑ: [1086, 1500, 1214, 1528]
quilt-owner: ΓΕΩΡ. ΗΛΙΑΚΗ: [1379, 547, 1484, 565]
table-row: [40, 480, 433, 497]
war-continuation: [439, 118, 720, 470]
table-row: [40, 412, 433, 429]
security-name: 125,000,000 » 5 %: [42, 343, 152, 358]
story-paragraph: Ἡ ἔχιδνα παραφορωτέρων ἐπιτιθεμένη κατεδαπανήθη, καὶ μετ' ὀλίγον ἔμεινεν ἀκίνητος ἐπὶ τοῦ ἐδάφους.: [726, 1240, 1003, 1290]
lavrion-headline: ΤΟ ΝΕΟΝ ΛΑΥΡΙΟΝ: [1322, 381, 1541, 407]
divider: [1297, 966, 1566, 968]
security-price: 40 1/2: [369, 1058, 434, 1075]
revolution-source: (Ἰδιαίτερον τηλεγράφημα τοῦ «Ἐμπρός»): [449, 846, 710, 862]
ad-brand: Χ. & Μ. ΧΡΥΣΑΦΙΔΟΥ: [1062, 191, 1238, 252]
